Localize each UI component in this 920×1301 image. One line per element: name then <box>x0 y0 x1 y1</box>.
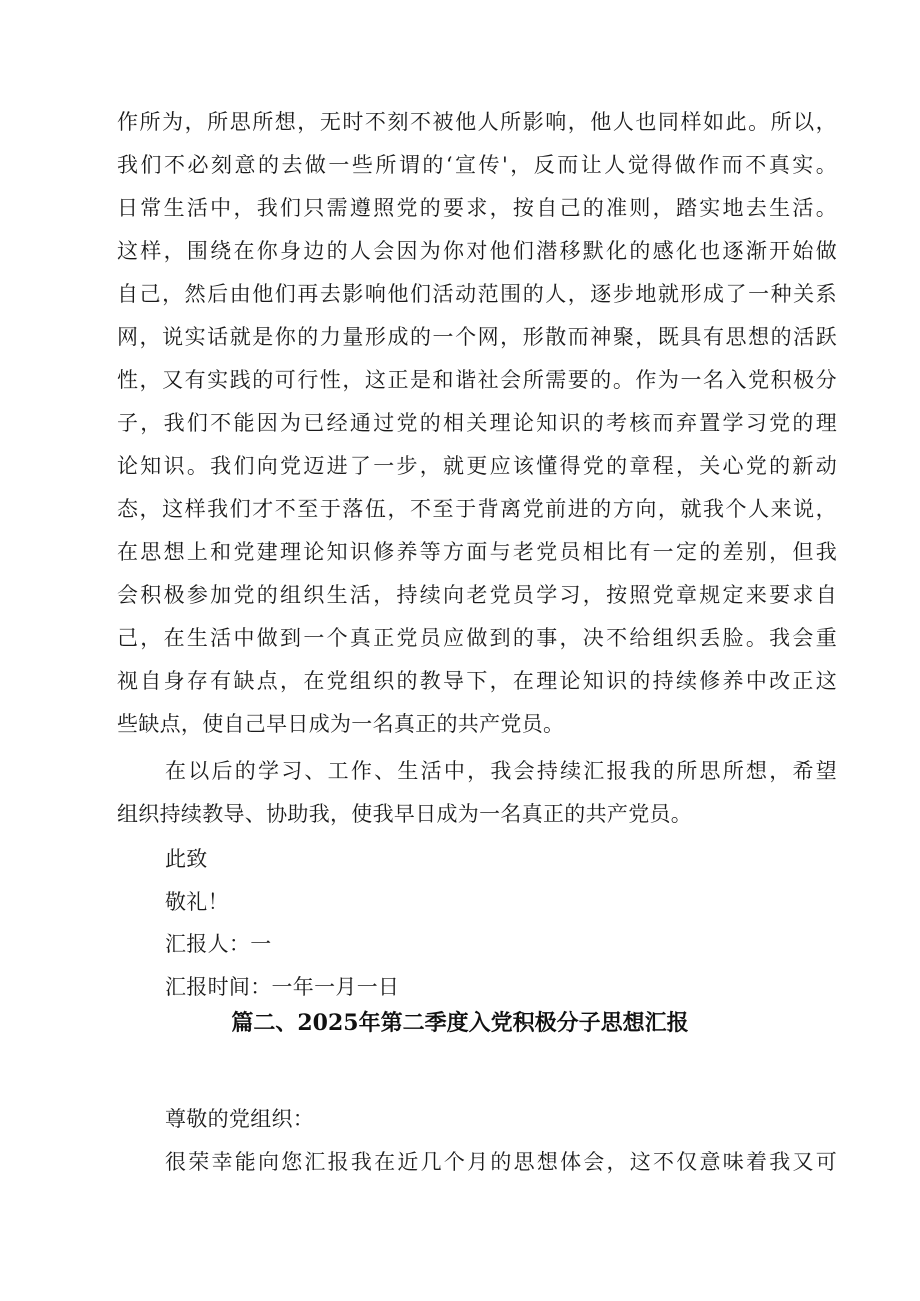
paragraph-line: 论知识。我们向党迈进了一步，就更应该懂得党的章程，关心党的新动 <box>117 454 837 478</box>
paragraph-line: 态，这样我们才不至于落伍，不至于背离党前进的方向，就我个人来说， <box>117 497 837 521</box>
paragraph-line: 网，说实话就是你的力量形成的一个网，形散而神聚，既具有思想的活跃 <box>117 325 837 349</box>
paragraph-line: 自己，然后由他们再去影响他们活动范围的人，逐步地就形成了一种关系 <box>117 282 837 306</box>
paragraph-line: 这样，围绕在你身边的人会因为你对他们潜移默化的感化也逐渐开始做 <box>117 239 837 263</box>
paragraph-line: 很荣幸能向您汇报我在近几个月的思想体会，这不仅意味着我又可 <box>165 1150 837 1174</box>
report-time-line: 汇报时间：一年一月一日 <box>165 975 400 999</box>
letter-greeting: 尊敬的党组织： <box>165 1107 315 1131</box>
paragraph-line: 会积极参加党的组织生活，持续向老党员学习，按照党章规定来要求自 <box>117 583 837 607</box>
paragraph-line: 在思想上和党建理论知识修养等方面与老党员相比有一定的差别，但我 <box>117 540 837 564</box>
respect-line: 敬礼！ <box>165 890 229 914</box>
closing-paragraph-line: 组织持续教导、协助我，使我早日成为一名真正的共产党员。 <box>117 802 693 826</box>
paragraph-line: 作所为，所思所想，无时不刻不被他人所影响，他人也同样如此。所以， <box>117 110 837 134</box>
paragraph-line: 些缺点，使自己早日成为一名真正的共产党员。 <box>117 712 565 736</box>
paragraph-line: 性，又有实践的可行性，这正是和谐社会所需要的。作为一名入党积极分 <box>117 368 837 392</box>
paragraph-line: 己，在生活中做到一个真正党员应做到的事，决不给组织丢脸。我会重 <box>117 626 837 650</box>
section-heading: 篇二、2025年第二季度入党积极分子思想汇报 <box>231 1010 689 1036</box>
paragraph-line: 日常生活中，我们只需遵照党的要求，按自己的准则，踏实地去生活。 <box>117 196 837 220</box>
salutation: 此致 <box>165 847 208 871</box>
paragraph-line: 视自身存有缺点，在党组织的教导下，在理论知识的持续修养中改正这 <box>117 669 837 693</box>
closing-paragraph-line: 在以后的学习、工作、生活中，我会持续汇报我的所思所想，希望 <box>165 759 837 783</box>
paragraph-line: 我们不必刻意的去做一些所谓的‘宣传'，反而让人觉得做作而不真实。 <box>117 153 837 177</box>
reporter-line: 汇报人：一 <box>165 932 272 956</box>
paragraph-line: 子，我们不能因为已经通过党的相关理论知识的考核而弃置学习党的理 <box>117 411 837 435</box>
